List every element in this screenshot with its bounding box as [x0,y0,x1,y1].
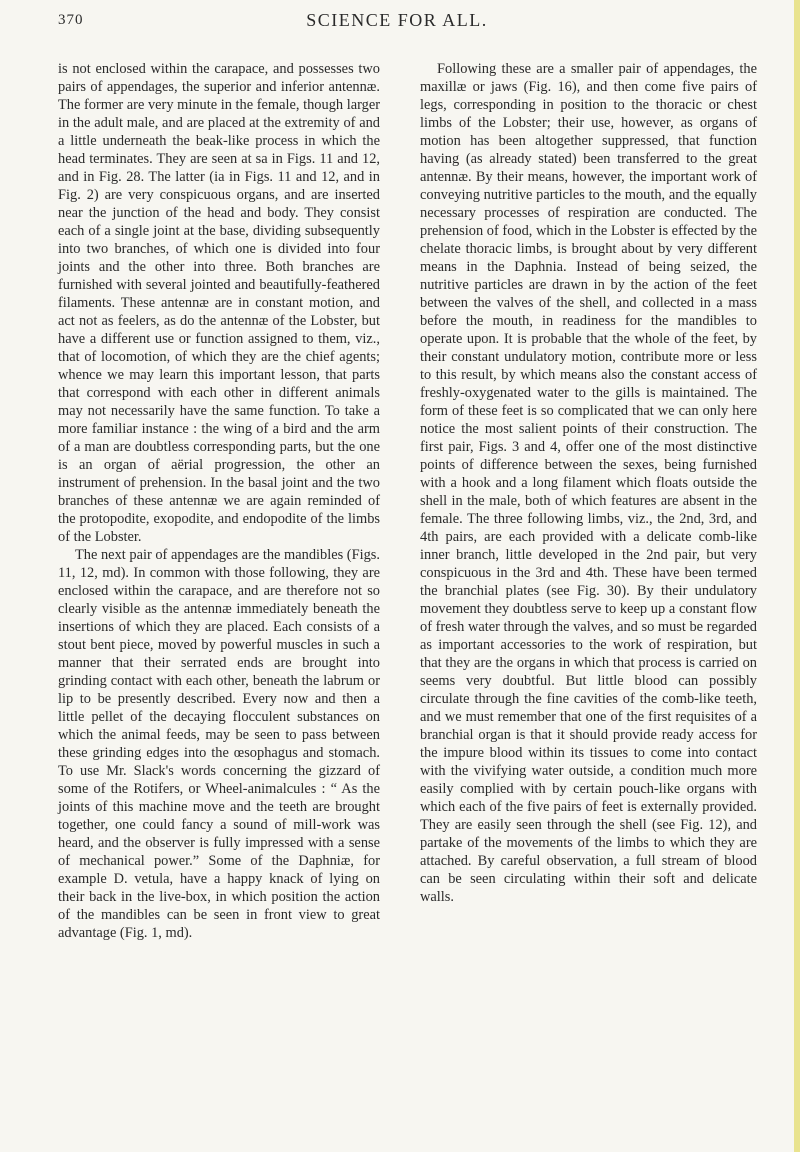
running-head: SCIENCE FOR ALL. [306,10,488,30]
paragraph-maxillae-and-legs: Following these are a smaller pair of appendages, the maxillæ or jaws (Fig. 16), and then come five pairs of legs, corresponding in position to the thoracic or chest limbs of the Lobster; their use, however, as organs of motion has been altogether suppressed, that function having (as already stated) been transferred to the great antennæ. By their means, however, the important work of conveying nutritive particles to the mouth, and the equally necessary processes of respiration are conducted. The prehension of food, which in the Lobster is effected by the chelate thoracic limbs, is brought about by very different means in the Daphnia. Instead of being seized, the nutritive particles are drawn in by the action of the feet between the valves of the shell, and collected in a mass before the mouth, in readiness for the mandibles to operate upon. It is probable that the whole of the feet, by their constant undulatory motion, contribute more or less to this result, by which means also the constant access of freshly-oxygenated water to the gills is maintained. The form of these feet is so complicated that we can only here notice the most salient points of their construction. The first pair, Figs. 3 and 4, offer one of the most distinctive points of difference between the sexes, being furnished with a hook and a long filament which floats outside the shell in the male, both of which features are absent in the female. The three following limbs, viz., the 2nd, 3rd, and 4th pairs, are each provided with a delicate comb-like inner branch, little developed in the 2nd pair, but very conspicuous in the 3rd and 4th. These have been termed the branchial plates (see Fig. 30). By their undulatory movement they doubtless serve to keep up a constant flow of fresh water through the valves, and so must be regarded as important accessories to the work of respiration, but that they are the organs in which that process is carried on seems very doubtful. But little blood can possibly circulate through the fine cavities of the comb-like teeth, and we must remember that one of the first requisites of a branchial organ is that it should provide ready access for the impure blood within its tissues to come into contact with the vivifying water outside, a condition much more easily complied with by certain pouch-like organs with which each of the five pairs of feet is externally provided. They are easily seen through the shell (see Fig. 12), and partake of the movements of the limbs to which they are attached. By careful observation, a full stream of blood can be seen circulating within their soft and delicate walls. [420,61,757,905]
left-column [58,60,380,942]
paragraph-mandibles: The next pair of appendages are the mandibles (Figs. 11, 12, md). In common with those following, they are enclosed within the carapace, and are therefore not so clearly visible as the antennæ immediately beneath the insertions of which they are placed. Each consists of a stout bent piece, moved by powerful muscles in such a manner that their serrated ends are brought into grinding contact with each other, beneath the labrum or lip to be presently described. Every now and then a little pellet of the decaying flocculent substances on which the animal feeds, may be seen to pass between these grinding edges into the œsophagus and stomach. To use Mr. Slack's words concerning the gizzard of some of the Rotifers, or Wheel-animalcules : “ As the joints of this machine move and the teeth are brought together, one could fancy a sound of mill-work was heard, and the observer is fully impressed with a sense of mechanical power.” Some of the Daphniæ, for example D. vetula, have a happy knack of lying on their back in the live-box, in which position the action of the mandibles can be seen in front view to great advantage (Fig. 1, md). [58,547,380,941]
paragraph-antennae: is not enclosed within the carapace, and possesses two pairs of appendages, the superior and inferior antennæ. The former are very minute in the female, though larger in the adult male, and are placed at the extremity of and a little underneath the beak-like process in which the head terminates. They are seen at sa in Figs. 11 and 12, and in Fig. 28. The latter (ia in Figs. 11 and 12, and in Fig. 2) are very conspicuous organs, and are inserted near the junction of the head and body. They consist each of a single joint at the base, dividing subsequently into two branches, of which one is divided into four joints and the other into three. Both branches are furnished with several jointed and beautifully-feathered filaments. These antennæ are in constant motion, and act not as feelers, as do the antennæ of the Lobster, but have a different use or function assigned to them, viz., that of locomotion, of which they are the chief agents; whence we may learn this important lesson, that parts that correspond with each other in different animals may not necessarily have the same function. To take a more familiar instance : the wing of a bird and the arm of a man are doubtless corresponding parts, but the one is an organ of aërial progression, the other an instrument of prehension. In the basal joint and the two branches of these antennæ we are again reminded of the protopodite, exopodite, and endopodite of the limbs of the Lobster. [58,61,380,545]
right-column [420,60,757,906]
page-header [0,8,794,36]
page-number: 370 [58,12,84,28]
